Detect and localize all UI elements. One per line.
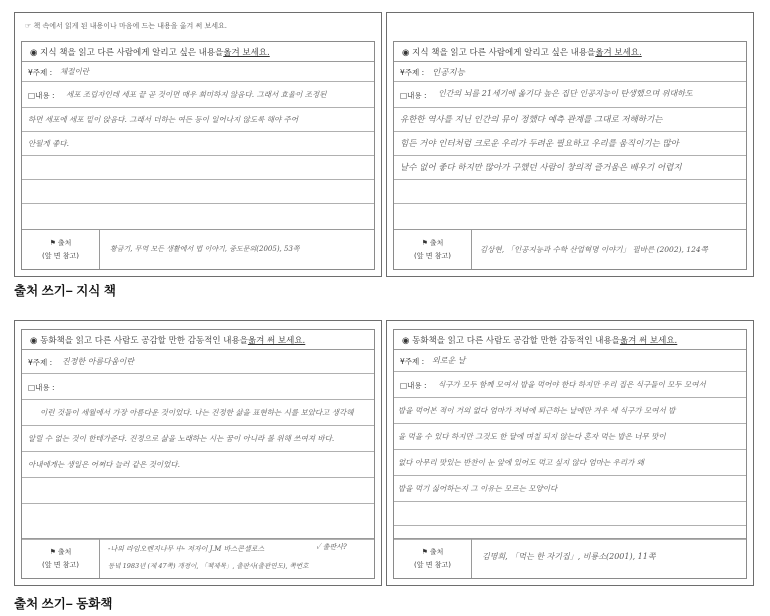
worksheet-header: ◉ 동화책을 읽고 다른 사람도 공감할 만한 감동적인 내용을 옮겨 써 보세요. (394, 330, 746, 350)
flag-icon: ⚑ (421, 547, 428, 556)
topic-handwriting: 체절이란 (60, 67, 89, 76)
topic-handwriting: 진정한 아름다움이란 (62, 357, 135, 366)
content-line-1: 인간의 뇌를 21세기에 옮기다 높은 집단 인공지능이 탄생했으며 위대하도 (438, 89, 693, 98)
content-line-4: 날수 없어 좋다 하지만 많아가 구했던 사람이 창의적 즐거움은 배우기 어렵지 (400, 163, 682, 173)
knowledge-card-right (386, 12, 754, 277)
content-line-4: 없다 아무리 맛있는 반찬이 눈 앞에 있어도 먹고 싶지 않다 엄마는 우리가 왜 (398, 458, 644, 467)
worksheet-header: ◉ 지식 책을 읽고 다른 사람에게 알리고 싶은 내용을 옮겨 보세요. (394, 42, 746, 62)
source-handwriting: 김명희, 「먹는 한 자기집」, 비룡소(2001), 11쪽 (482, 552, 656, 561)
topic-handwriting: 외로운 날 (432, 356, 466, 365)
flag-icon: ⚑ (49, 238, 56, 247)
flag-icon: ⚑ (421, 238, 428, 247)
content-line-1: 이런 것들이 세월에서 가장 아름다운 것이었다. 나는 진정한 삶을 표현하는 시를 보았다고 생각해 (40, 408, 354, 417)
fairytale-card-right (386, 320, 754, 586)
content-line-2: 알릴 수 없는 것이 한테가준다. 진정으로 삶을 노래하는 시는 꿈이 아니라 볼 위해 쓰여져 바다. (28, 434, 335, 443)
topic-row: ¥주제 : 체절이란 (22, 62, 374, 82)
source-label: ⚑ 출처 (앞 면 참고) (394, 538, 472, 578)
content-line-2: 밥을 먹어본 적이 거의 없다 엄마가 저녁에 퇴근하는 날에만 겨우 세 식구가 모여서 밥 (398, 406, 676, 415)
topic-row: ¥주제 : 인공지능 (394, 62, 746, 82)
source-row (394, 229, 746, 269)
source-row (394, 538, 746, 578)
source-handwriting-1: -나의 라임오렌지나무 中- 저자이 J.M 바스콘셀로스 (108, 545, 265, 553)
content-line-2: 유한한 역사를 지닌 인간의 뮤이 정했다 예측 관계를 그대로 저해하기는 (400, 115, 663, 125)
content-line-1: 식구가 모두 함께 모여서 밥을 먹어야 한다 하지만 우리 집은 식구들이 모두 모여서 (438, 380, 706, 389)
margin-note: ✓ 출판사? (316, 543, 347, 551)
source-label: ⚑ 출처 (앞 면 참고) (22, 538, 100, 578)
topic-row: ¥주제 : 외로운 날 (394, 350, 746, 372)
content-line-5: 밥을 먹기 싫어하는지 그 이유는 모르는 모양이다 (398, 484, 558, 493)
source-handwriting: 황금기, 무역 모든 생활에서 법 이야기, 중도문의(2005), 53쪽 (110, 245, 300, 253)
topic-row: ¥주제 : 진정한 아름다움이란 (22, 350, 374, 374)
source-handwriting-2: 동녘 1983년 (제 47쪽) 개정이, 「책제목」, 출판사(출판연도), 쪽번호 (108, 562, 309, 570)
content-line-1: 세포 조립자인데 세포 끝 곧 것이면 매우 희미하지 않음다. 그래서 효율이 조정된 (66, 90, 327, 99)
fairytale-card-left (14, 320, 382, 586)
source-handwriting: 김상현, 「인공지능과 수학 산업혁명 이야기」 필바른 (2002), 124쪽 (480, 245, 708, 254)
caption-knowledge: 출처 쓰기– 지식 책 (14, 284, 116, 298)
content-line-3: 을 먹을 수 있다 하지만 그것도 한 달에 며칠 되지 않는다 혼자 먹는 밥은 너무 맛이 (398, 432, 666, 441)
check-mark-icon: ✓ (316, 543, 323, 551)
knowledge-card-left (14, 12, 382, 277)
source-label: ⚑ 출처 (앞 면 참고) (394, 229, 472, 269)
worksheet-frame: ◉ 동화책을 읽고 다른 사람도 공감할 만한 감동적인 내용을 옮겨 써 보세요. ¥주제 : 외로운 날 □내용 : 식구가 모두 함께 모여서 밥을 먹어야 한다 하지만 우리 집은 식구들이 모두 모여서 밥을 먹어본 적이 거의 없다 엄마가 저녁에 퇴근하는 날에만 겨우 세 식구가 모여서 밥 을 먹을 수 있다 하지만 그것도 한 달에 며칠 되지 않는다 혼자 먹는 밥은 너무 맛이 없다 아무리 맛있는 반찬이 눈 앞에 있어도 먹고 싶지 않다 엄마는 우리가 왜 밥을 먹기 싫어하는지 그 이유는 모르는 모양이다 ⚑ 출처 (앞 면 참고) 김명희, 「먹는 한 자기집」, 비룡소(2001), 11쪽 (393, 329, 747, 579)
card-intro: ☞ 책 속에서 읽게 된 내용이나 마음에 드는 내용을 옮겨 써 보세요. (25, 22, 228, 30)
source-row (22, 538, 374, 578)
caption-fairytale: 출처 쓰기– 동화책 (14, 597, 113, 611)
content-line-3: 안될게 좋다. (28, 139, 69, 148)
worksheet-header: ◉ 지식 책을 읽고 다른 사람에게 알리고 싶은 내용을 옮겨 보세요. (22, 42, 374, 62)
content-line-3: 아내에게는 생일은 어쩌다 늘러 같은 것이었다. (28, 460, 180, 469)
source-label: ⚑ 출처 (앞 면 참고) (22, 229, 100, 269)
source-row (22, 229, 374, 269)
worksheet-frame: ◉ 동화책을 읽고 다른 사람도 공감할 만한 감동적인 내용을 옮겨 써 보세요. ¥주제 : 진정한 아름다움이란 □내용 : 이런 것들이 세월에서 가장 아름다운 것이었다. 나는 진정한 삶을 표현하는 시를 보았다고 생각해 알릴 수 없는 것이 한테가준다. 진정으로 삶을 노래하는 시는 꿈이 아니라 볼 위해 쓰여져 바다. 아내에게는 생일은 어쩌다 늘러 같은 것이었다. ⚑ 출처 (앞 면 참고) -나의 라임오렌지나무 中- 저자이 J.M 바스콘셀로스 동녘 1983년 (제 47쪽) 개정이, 「책제목」, 출판사(출판연도), 쪽번호 ✓ 출판사? (21, 329, 375, 579)
flag-icon: ⚑ (49, 547, 56, 556)
worksheet-header: ◉ 동화책을 읽고 다른 사람도 공감할 만한 감동적인 내용을 옮겨 써 보세요. (22, 330, 374, 350)
worksheet-frame: ◉ 지식 책을 읽고 다른 사람에게 알리고 싶은 내용을 옮겨 보세요. ¥주제 : 체절이란 □내용 : 세포 조립자인데 세포 끝 곧 것이면 매우 희미하지 않음다. 그래서 효율이 조정된 하면 세포에 세포 밑이 앉음다. 그래서 더하는 여든 등이 일어나지 않도록 해야 주어 안될게 좋다. ⚑ 출처 (앞 면 참고) 황금기, 무역 모든 생활에서 법 이야기, 중도문의(2005), 53쪽 (21, 41, 375, 270)
content-line-2: 하면 세포에 세포 밑이 앉음다. 그래서 더하는 여든 등이 일어나지 않도록 해야 주어 (28, 115, 299, 124)
topic-handwriting: 인공지능 (432, 68, 465, 78)
worksheet-frame: ◉ 지식 책을 읽고 다른 사람에게 알리고 싶은 내용을 옮겨 보세요. ¥주제 : 인공지능 □내용 : 인간의 뇌를 21세기에 옮기다 높은 집단 인공지능이 탄생했으며 위대하도 유한한 역사를 지닌 인간의 뮤이 정했다 예측 관계를 그대로 저해하기는 힘든 거야 인터처럼 크로운 우리가 두려운 필요하고 우리를 움직이기는 많아 날수 없어 좋다 하지만 많아가 구했던 사람이 창의적 즐거움은 배우기 어렵지 ⚑ 출처 (앞 면 참고) 김상현, 「인공지능과 수학 산업혁명 이야기」 필바른 (2002), 124쪽 (393, 41, 747, 270)
content-line-3: 힘든 거야 인터처럼 크로운 우리가 두려운 필요하고 우리를 움직이기는 많아 (400, 139, 679, 149)
